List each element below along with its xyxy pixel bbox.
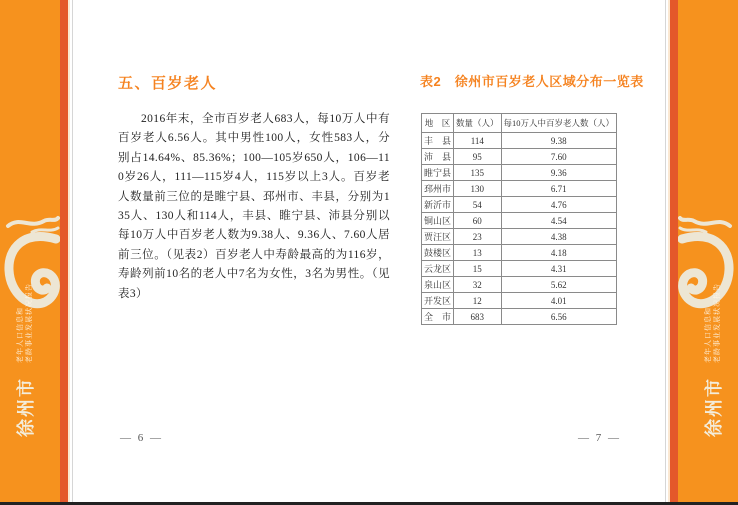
- table-title: 表2 徐州市百岁老人区域分布一览表: [420, 74, 644, 89]
- table-cell: 54: [454, 197, 502, 213]
- table-row: [422, 261, 617, 277]
- table-cell: 全 市: [422, 309, 454, 325]
- table-row: [422, 197, 617, 213]
- spine-city-label: 徐州市: [704, 377, 724, 437]
- table-header-row: [422, 114, 617, 133]
- column-header: 每10万人中百岁老人数（人）: [501, 114, 617, 133]
- table-cell: 云龙区: [422, 261, 454, 277]
- section-heading: 五、百岁老人: [118, 75, 218, 92]
- body-paragraph: 2016年末，全市百岁老人683人，每10万人中有百岁老人6.56人。其中男性100人，女性583人，分别占14.64%、85.36%；100—105岁650人，106—110岁26人，111—115岁4人，115岁以上3人。百岁老人数量前三位的是睢宁县、邳州市、丰县，分别为135人、130人和114人，丰县、睢宁县、沛县分别以每10万人中百岁老人数为9.38人、9.36人、7.60人居前三位。（见表2）百岁老人中寿龄最高的为116岁，寿龄列前10名的老人中7名为女性，3名为男性。（见表3）: [118, 113, 390, 300]
- table-row: [422, 149, 617, 165]
- right-sidebar-highlight: [668, 0, 670, 502]
- table-cell: 135: [454, 165, 502, 181]
- table-cell: 4.54: [501, 213, 617, 229]
- table-row: [422, 309, 617, 325]
- table-cell: 沛 县: [422, 149, 454, 165]
- page-number-left: — 6 —: [120, 432, 163, 444]
- left-spine-text: [5, 285, 45, 435]
- table-cell: 12: [454, 293, 502, 309]
- table-cell: 7.60: [501, 149, 617, 165]
- table-cell: 60: [454, 213, 502, 229]
- table-cell: 5.62: [501, 277, 617, 293]
- table-cell: 4.18: [501, 245, 617, 261]
- left-sidebar-stripe: [60, 0, 68, 502]
- table-cell: 新沂市: [422, 197, 454, 213]
- spine-series-line1: 老年人口信息和: [17, 307, 24, 363]
- table-cell: 130: [454, 181, 502, 197]
- table-cell: 4.38: [501, 229, 617, 245]
- table-cell: 9.38: [501, 133, 617, 149]
- spine-series-line2: 老龄事业发展状况报告: [714, 283, 721, 363]
- table-body: [422, 133, 617, 325]
- table-cell: 4.01: [501, 293, 617, 309]
- table-cell: 683: [454, 309, 502, 325]
- table-row: [422, 181, 617, 197]
- table-cell: 泉山区: [422, 277, 454, 293]
- table-cell: 114: [454, 133, 502, 149]
- table-cell: 15: [454, 261, 502, 277]
- table-cell: 95: [454, 149, 502, 165]
- table-cell: 23: [454, 229, 502, 245]
- table-row: [422, 165, 617, 181]
- table-cell: 4.76: [501, 197, 617, 213]
- table-row: [422, 213, 617, 229]
- left-page-edge-line: [72, 0, 73, 502]
- table-row: [422, 133, 617, 149]
- table-cell: 开发区: [422, 293, 454, 309]
- table-cell: 32: [454, 277, 502, 293]
- spine-series-title: [16, 283, 34, 363]
- table-cell: 4.31: [501, 261, 617, 277]
- left-sidebar-highlight: [68, 0, 70, 502]
- spine-city-label: 徐州市: [16, 377, 36, 437]
- right-spine-text: [693, 285, 733, 435]
- table-row: [422, 245, 617, 261]
- page-number-right: — 7 —: [578, 432, 621, 444]
- table-cell: 睢宁县: [422, 165, 454, 181]
- table-cell: 邳州市: [422, 181, 454, 197]
- table-cell: 13: [454, 245, 502, 261]
- table-row: [422, 293, 617, 309]
- table-cell: 铜山区: [422, 213, 454, 229]
- table-cell: 丰 县: [422, 133, 454, 149]
- table-cell: 贾汪区: [422, 229, 454, 245]
- spine-series-line1: 老年人口信息和: [705, 307, 712, 363]
- table-cell: 6.56: [501, 309, 617, 325]
- region-table: [421, 113, 617, 325]
- right-page-edge-line: [665, 0, 666, 502]
- table-cell: 6.71: [501, 181, 617, 197]
- column-header: 数量（人）: [454, 114, 502, 133]
- spine-series-title: [704, 283, 722, 363]
- table-row: [422, 277, 617, 293]
- column-header: 地 区: [422, 114, 454, 133]
- table-row: [422, 229, 617, 245]
- table-cell: 9.36: [501, 165, 617, 181]
- spine-series-line2: 老龄事业发展状况报告: [26, 283, 33, 363]
- right-sidebar-stripe: [670, 0, 678, 502]
- table-cell: 鼓楼区: [422, 245, 454, 261]
